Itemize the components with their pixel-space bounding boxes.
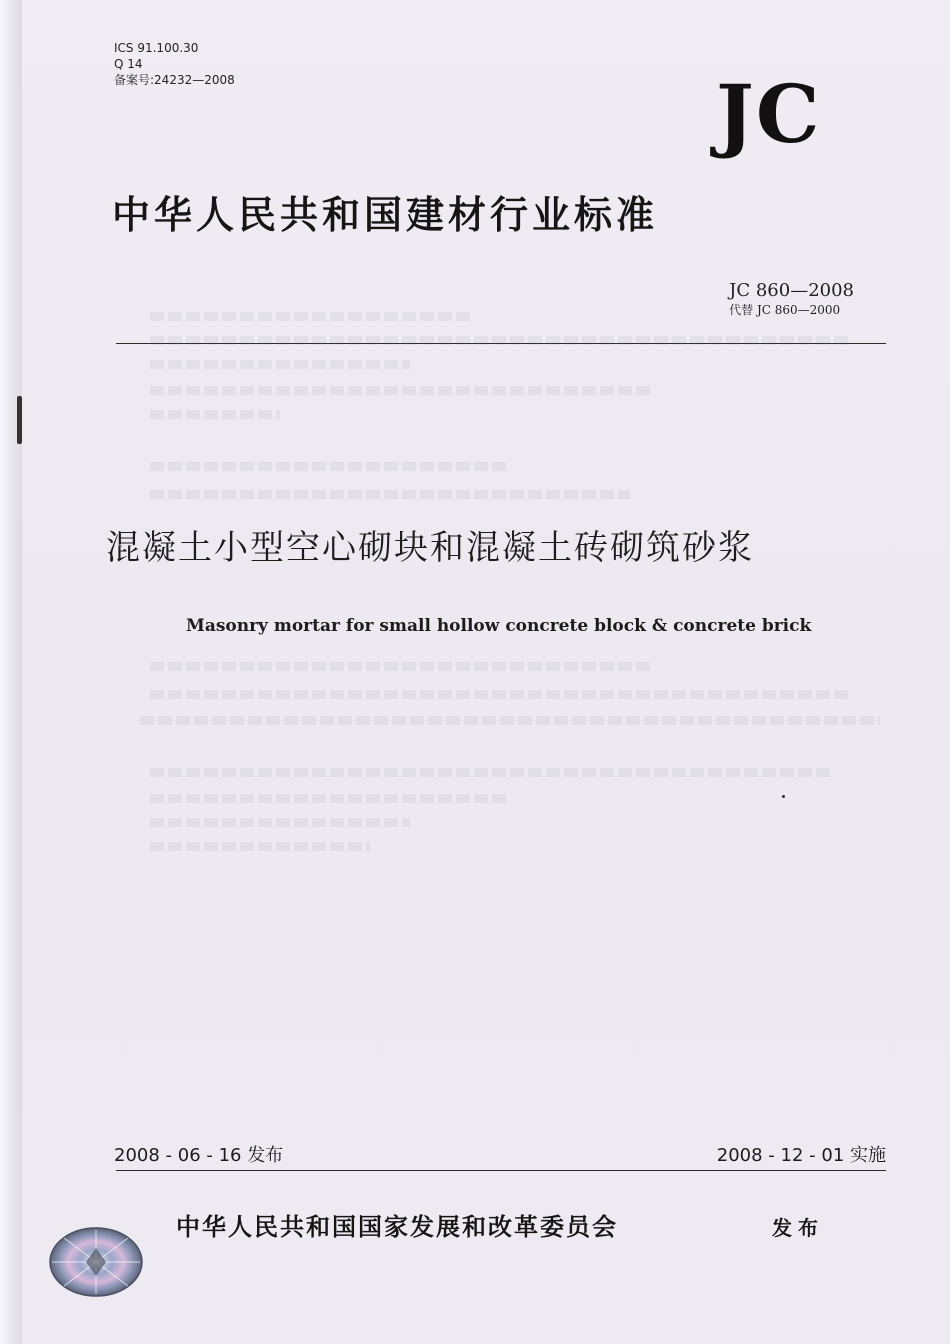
show-through-line (150, 818, 410, 827)
document-title-en: Masonry mortar for small hollow concrete block & concrete brick (186, 616, 812, 636)
show-through-line (150, 842, 370, 851)
hologram-seal-icon (48, 1226, 144, 1298)
show-through-line (150, 662, 650, 671)
binding-mark (17, 396, 22, 444)
show-through-line (150, 360, 410, 369)
show-through-line (150, 336, 850, 345)
implementation-date: 2008 - 12 - 01 实施 (716, 1145, 886, 1166)
jc-logo: JC (716, 67, 822, 161)
show-through-line (150, 768, 830, 777)
standard-number-block (729, 280, 854, 318)
replaces-standard: 代替 JC 860—2000 (729, 303, 841, 317)
standard-category-title: 中华人民共和国建材行业标准 (112, 192, 659, 237)
show-through-line (150, 462, 510, 471)
show-through-line (150, 794, 510, 803)
publish-label: 发布 (772, 1216, 824, 1240)
class-code: Q 14 (114, 57, 143, 71)
footer-divider (116, 1170, 886, 1171)
show-through-line (150, 386, 650, 395)
page-edge (0, 0, 22, 1344)
show-through-line (150, 410, 280, 419)
show-through-line (150, 490, 630, 499)
ics-code: ICS 91.100.30 (114, 41, 199, 55)
speck (782, 795, 785, 798)
show-through-line (140, 716, 880, 725)
classification-info (114, 40, 235, 88)
document-title-cn: 混凝土小型空心砌块和混凝土砖砌筑砂浆 (106, 528, 754, 568)
issuing-authority: 中华人民共和国国家发展和改革委员会 (176, 1212, 618, 1241)
record-number: 备案号:24232—2008 (114, 73, 235, 87)
standard-number: JC 860—2008 (729, 280, 854, 301)
issue-date: 2008 - 06 - 16 发布 (114, 1145, 284, 1166)
show-through-line (150, 312, 470, 321)
show-through-line (150, 690, 850, 699)
